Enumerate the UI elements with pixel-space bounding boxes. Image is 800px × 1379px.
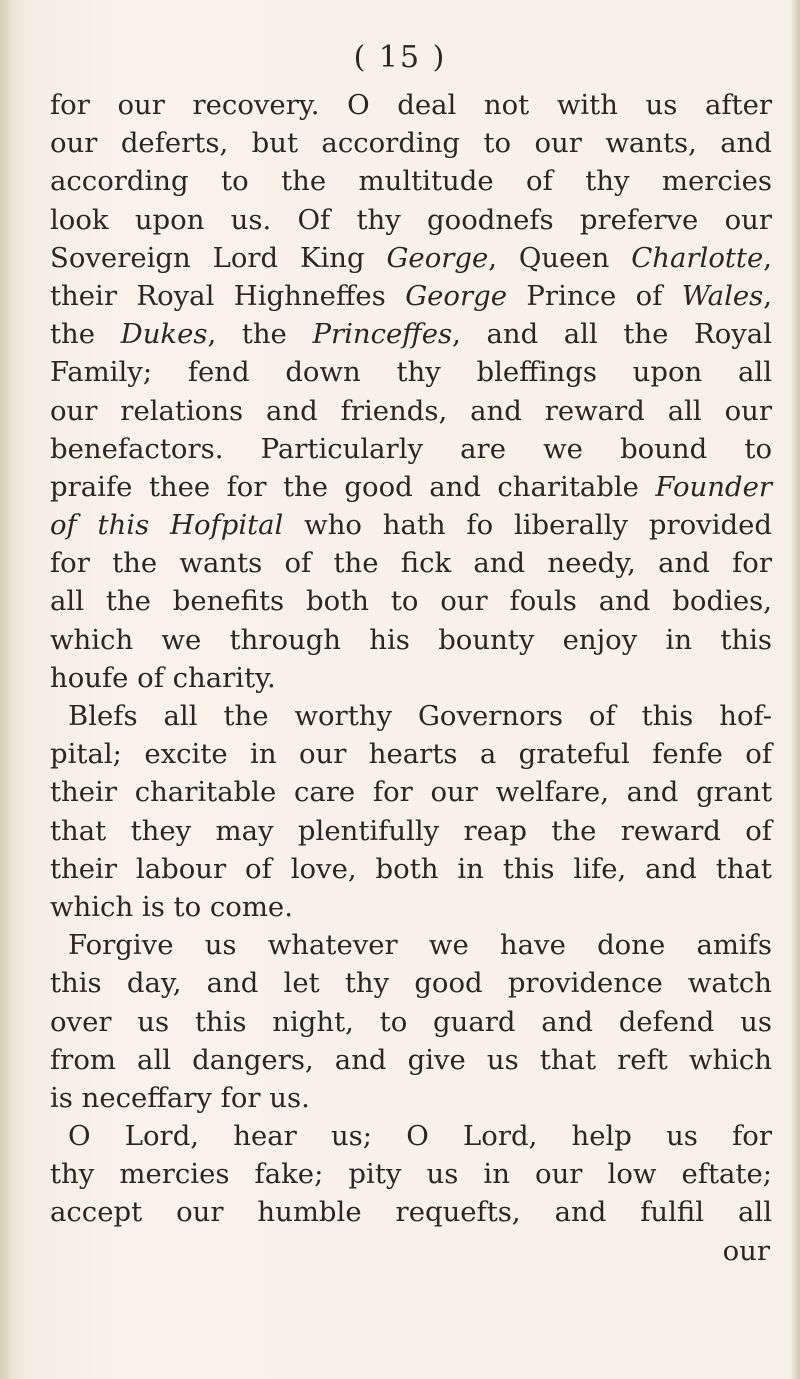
- text-run: , and all the Royal: [452, 318, 772, 351]
- text-line: [50, 735, 772, 773]
- text-run: our relations and friends, and reward all our: [50, 394, 772, 427]
- text-line: [50, 353, 772, 391]
- body-text: [50, 86, 772, 1270]
- text-run: which is to come.: [50, 890, 293, 923]
- text-run: accept our humble requefts, and fulfil all: [50, 1196, 772, 1229]
- text-line: [50, 239, 772, 277]
- text-run: who hath fo liberally provided: [283, 509, 772, 542]
- italic-text: Princeffes: [312, 318, 453, 351]
- text-run: houfe of charity.: [50, 661, 276, 694]
- text-line: [50, 86, 772, 124]
- italic-text: Founder: [655, 470, 772, 503]
- text-line: [50, 315, 772, 353]
- italic-text: George: [405, 279, 508, 312]
- text-run: our deferts, but according to our wants, and: [50, 127, 772, 160]
- text-line: [50, 1079, 772, 1117]
- text-run: ,: [763, 241, 773, 274]
- text-line: [50, 812, 772, 850]
- text-run: ,: [763, 279, 772, 312]
- text-run: benefactors. Particularly are we bound to: [50, 432, 772, 465]
- text-line: [50, 162, 772, 200]
- text-run: for our recovery. O deal not with us after: [50, 89, 772, 121]
- text-line: [50, 1193, 772, 1231]
- catchword: our: [722, 1234, 770, 1267]
- text-line: [50, 1041, 772, 1079]
- text-line: [50, 506, 772, 544]
- text-run: their charitable care for our welfare, and grant: [50, 776, 772, 809]
- italic-text: George: [386, 241, 489, 274]
- text-run: , the: [207, 318, 313, 351]
- text-line: [50, 430, 772, 468]
- text-line: [50, 888, 772, 926]
- text-run: Family; fend down thy bleffings upon all: [50, 356, 772, 389]
- text-run: praife thee for the good and charitable: [50, 470, 656, 503]
- text-line: [50, 277, 772, 315]
- text-line: [50, 697, 772, 735]
- text-run: Blefs all the worthy Governors of this hof-: [68, 700, 772, 732]
- text-run: their Royal Highneffes: [50, 279, 406, 312]
- text-run: all the benefits both to our fouls and bodies,: [50, 585, 772, 618]
- text-line: [50, 582, 772, 620]
- text-line: [50, 1003, 772, 1041]
- text-line: [50, 201, 772, 239]
- italic-text: Charlotte: [631, 241, 764, 274]
- text-line: [50, 773, 772, 811]
- text-run: that they may plentifully reap the reward of: [50, 814, 772, 847]
- italic-text: Wales: [681, 279, 764, 312]
- text-run: this day, and let thy good providence watch: [50, 967, 772, 1000]
- text-run: pital; excite in our hearts a grateful fenfe of: [50, 738, 772, 771]
- text-run: O Lord, hear us; O Lord, help us for: [68, 1120, 772, 1153]
- italic-text: of this Hofpital: [50, 509, 284, 542]
- text-line: [50, 1117, 772, 1155]
- text-line: [50, 468, 772, 506]
- text-run: over us this night, to guard and defend us: [50, 1005, 772, 1038]
- text-line: [50, 964, 772, 1002]
- text-run: Sovereign Lord King: [50, 241, 387, 274]
- text-run: , Queen: [488, 241, 632, 274]
- text-run: thy mercies fake; pity us in our low eftate;: [50, 1158, 772, 1191]
- text-line: [50, 392, 772, 430]
- text-line: [50, 659, 772, 697]
- text-run: for the wants of the fick and needy, and for: [50, 547, 772, 580]
- text-run: according to the multitude of thy mercies: [50, 165, 772, 198]
- text-run: which we through his bounty enjoy in this: [50, 623, 772, 656]
- text-line: [50, 1155, 772, 1193]
- text-run: is neceffary for us.: [50, 1081, 310, 1114]
- text-run: from all dangers, and give us that reft which: [50, 1043, 772, 1076]
- italic-text: Dukes: [120, 318, 208, 351]
- page-number: ( 15 ): [353, 40, 447, 75]
- text-run: the: [50, 318, 121, 351]
- text-line: [50, 621, 772, 659]
- text-run: their labour of love, both in this life, and that: [50, 852, 772, 885]
- text-line: [50, 544, 772, 582]
- text-line: [50, 124, 772, 162]
- text-run: Forgive us whatever we have done amifs: [68, 929, 772, 962]
- page-edge-shadow: [790, 0, 800, 1379]
- binding-shadow: [0, 0, 14, 1379]
- text-line: [50, 850, 772, 888]
- text-line: [50, 926, 772, 964]
- text-run: look upon us. Of thy goodnefs preferve our: [50, 203, 772, 236]
- text-run: Prince of: [507, 279, 682, 312]
